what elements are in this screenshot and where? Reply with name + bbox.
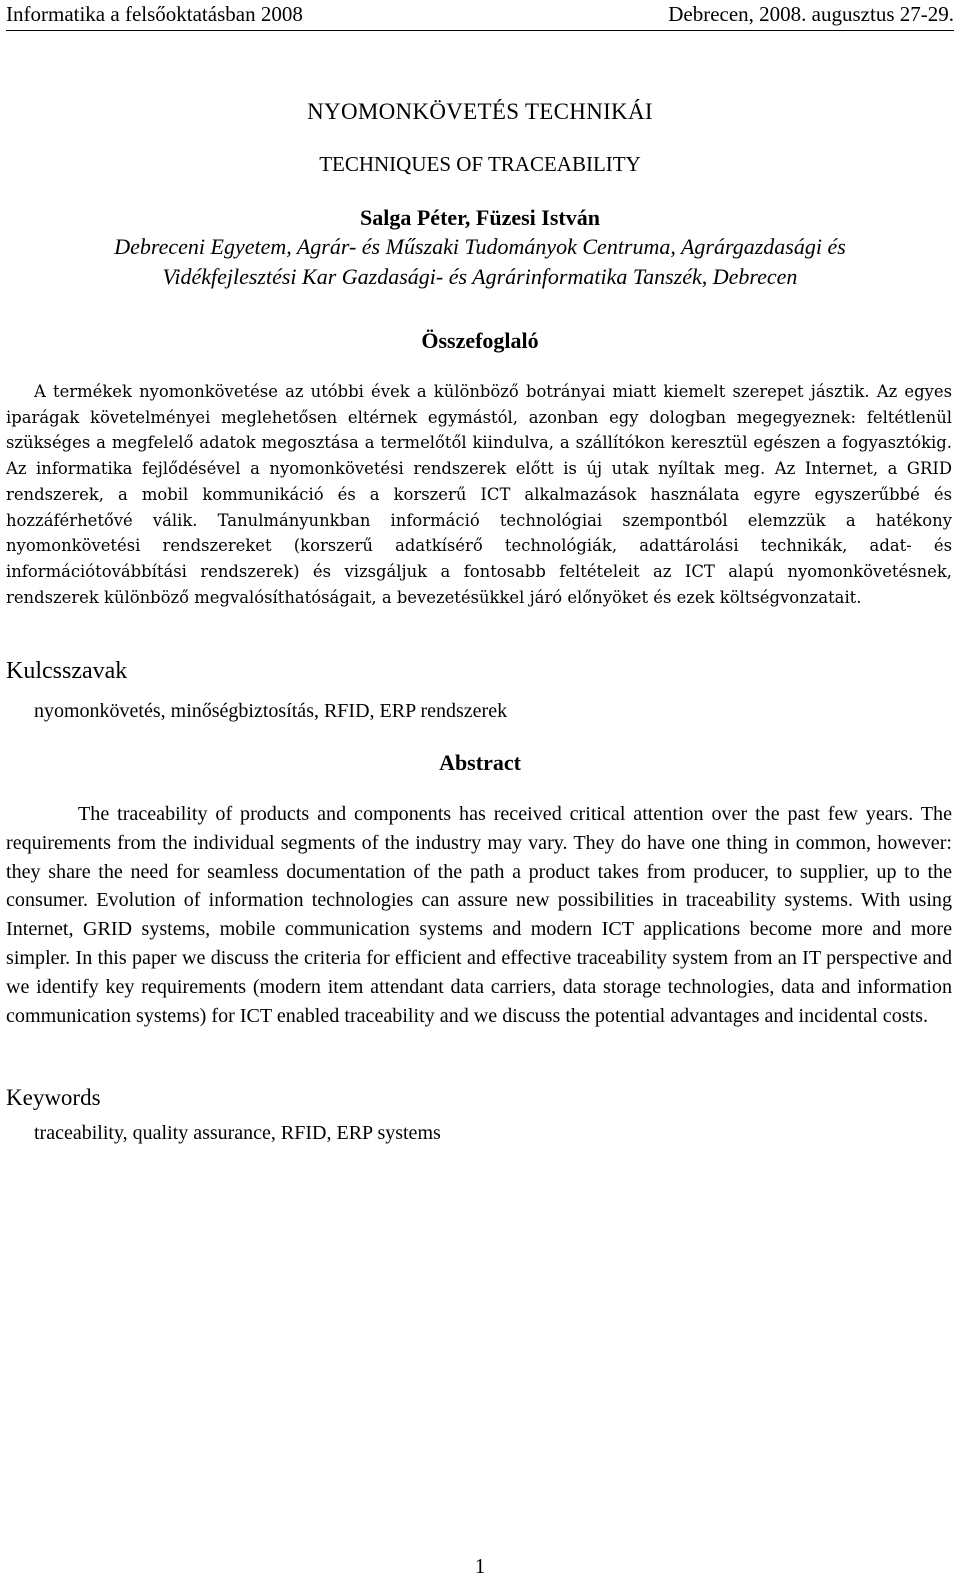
affiliation-line-2: Vidékfejlesztési Kar Gazdasági- és Agrárinformatika Tanszék, Debrecen [162,264,798,289]
authors: Salga Péter, Füzesi István [360,205,600,230]
keywords-list: traceability, quality assurance, RFID, ERP systems [34,1122,441,1144]
page-number: 1 [474,1554,486,1578]
summary-paragraph: A termékek nyomonkövetése az utóbbi évek a különböző botrányai miatt kiemelt szerepet jásztik. Az egyes iparágak követelményei meglehetősen eltérnek egymástól, azonban egy dologban megegyeznek: feltétlenül szükséges a megfelelő adatok megosztása a termelőtől kiindulva, a szállítókon keresztül egészen a fogyasztókig. Az informatika fejlődésével a nyomonkövetési rendszerek előtt is új utak nyíltak meg. Az Internet, a GRID rendszerek, a mobil kommunikáció és a korszerű ICT alkalmazások használata egyre egyszerűbbé és hozzáférhetővé válik. Tanulmányunkban információ technológiai szempontból elemzzük a hatékony nyomonkövetési rendszereket (korszerű adatkísérő technológiák, adattárolási technikák, adat- és információtovábbítási rendszerek) és vizsgáljuk a fontosabb feltételeit az ICT alapú nyomonkövetésnek, rendszerek különböző megvalósíthatóságait, a bevezetésükkel járó előnyöket és ezek költségvonzatait. [6,382,952,607]
header-conference: Informatika a felsőoktatásban 2008 [6,2,303,26]
affiliation-line-1: Debreceni Egyetem, Agrár- és Műszaki Tudományok Centruma, Agrárgazdasági és [114,234,846,259]
header-date-location: Debrecen, 2008. augusztus 27-29. [668,2,954,26]
abstract-heading: Abstract [439,750,521,775]
kulcsszavak-heading: Kulcsszavak [6,658,128,684]
title-hungarian: NYOMONKÖVETÉS TECHNIKÁI [307,99,653,124]
abstract-paragraph: The traceability of products and components has received critical attention over the past few years. The requirements from the individual segments of the industry may vary. They do have one thing in common, however: they share the need for seamless documentation of the path a product takes from producer, to supplier, up to the consumer. Evolution of information technologies can assure new possibilities in traceability systems. With using Internet, GRID systems, mobile communication systems and modern ICT applications become more and more simpler. In this paper we discuss the criteria for efficient and effective traceability system from an IT perspective and we identify key requirements (modern item attendant data carriers, data storage technologies, data and information communication systems) for ICT enabled traceability and we discuss the potential advantages and incidental costs. [6,803,952,1027]
keywords-heading: Keywords [6,1085,101,1110]
summary-heading: Összefoglaló [421,328,539,353]
kulcsszavak-list: nyomonkövetés, minőségbiztosítás, RFID, ERP rendszerek [34,700,508,722]
title-english: TECHNIQUES OF TRACEABILITY [319,152,641,176]
affiliation [6,232,954,292]
running-header [6,2,954,31]
